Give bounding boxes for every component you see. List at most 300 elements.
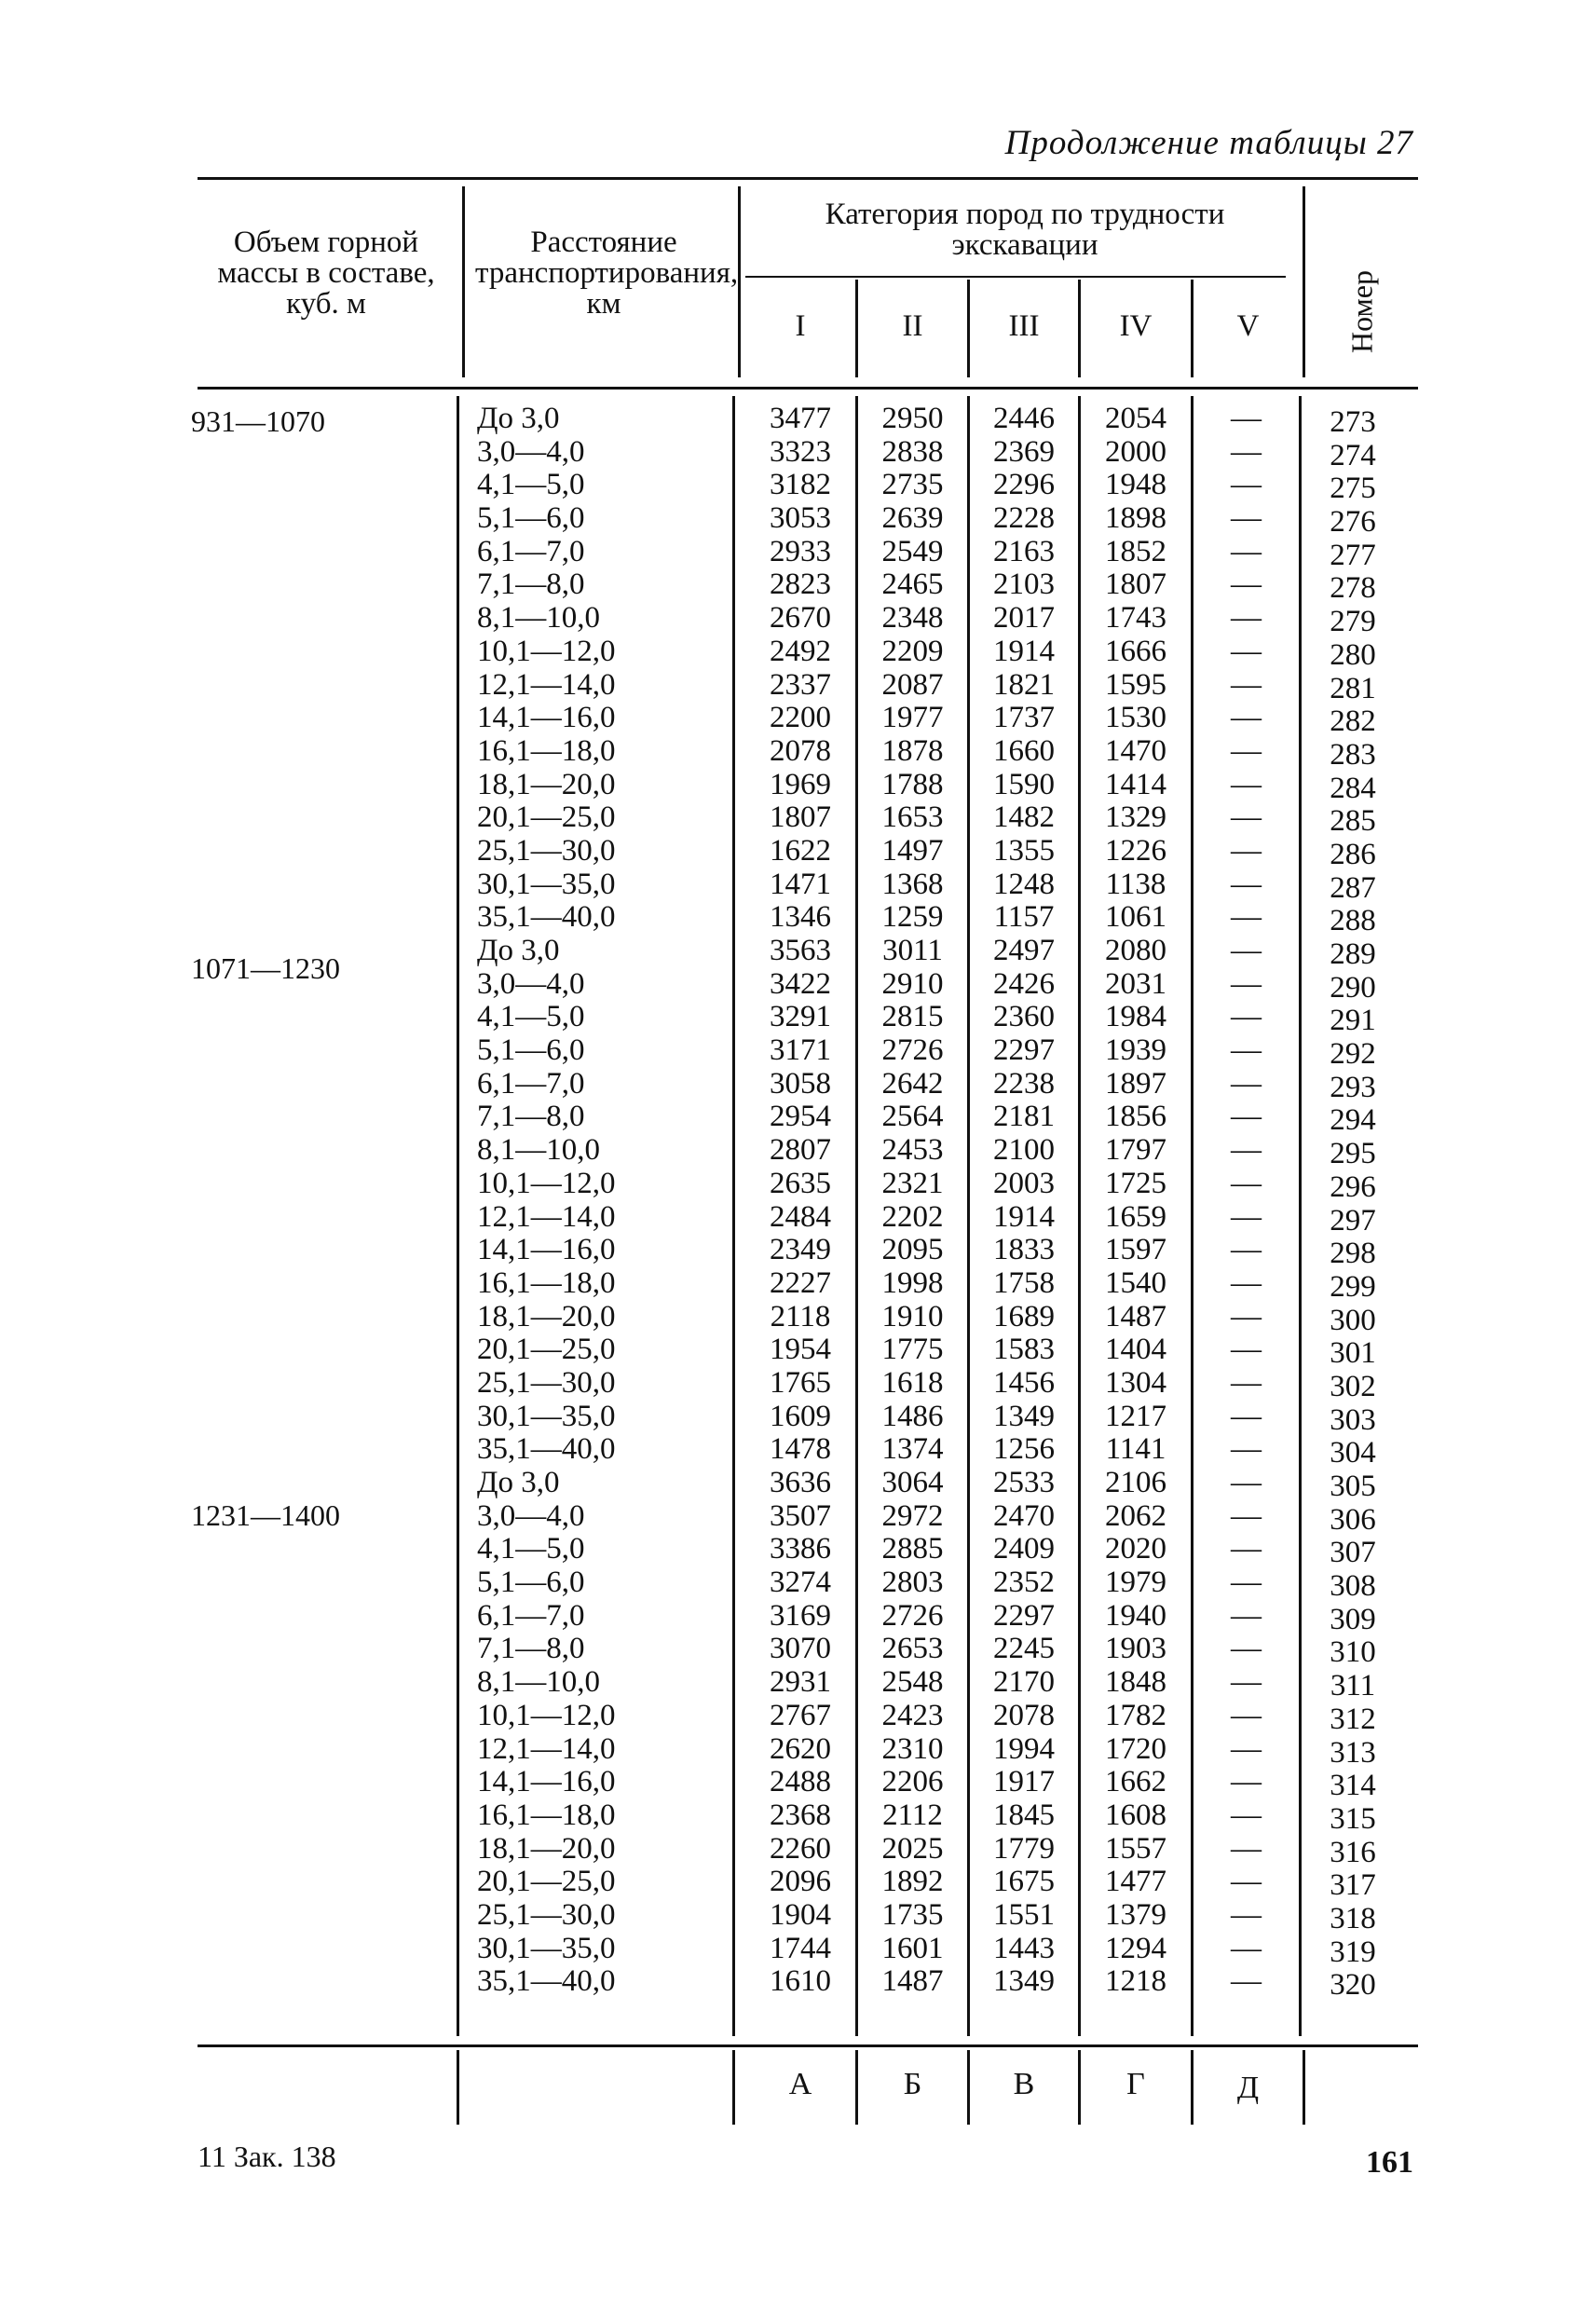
value-cell: 2807 — [770, 1133, 831, 1168]
value-cell: 2533 — [993, 1466, 1055, 1499]
distance-cell: 14,1—16,0 — [477, 1233, 616, 1267]
distance-cell: 30,1—35,0 — [477, 867, 616, 901]
distance-cell: 8,1—10,0 — [477, 1133, 600, 1168]
value-cell: 2726 — [881, 1598, 944, 1633]
value-cell: 2096 — [770, 1865, 831, 1899]
value-cell: 2933 — [770, 534, 831, 568]
category-underline — [745, 276, 1286, 278]
value-cell: 2564 — [881, 1100, 944, 1134]
header-cat-4: IV — [1119, 309, 1153, 343]
row-number-cell: 312 — [1330, 1702, 1376, 1736]
value-cell: 2823 — [770, 567, 831, 602]
group-volume-label: 1071—1230 — [191, 951, 340, 985]
value-cell: — — [1231, 1698, 1262, 1732]
value-cell: 2200 — [770, 701, 831, 735]
value-cell: 2003 — [993, 1166, 1055, 1200]
value-cell: — — [1231, 1432, 1262, 1467]
value-cell: 2170 — [993, 1665, 1055, 1700]
row-number-cell: 300 — [1330, 1303, 1376, 1337]
value-cell: 2352 — [993, 1566, 1055, 1600]
value-cell: 1758 — [993, 1265, 1055, 1300]
value-cell: 2349 — [770, 1233, 831, 1267]
value-cell: 1608 — [1105, 1798, 1166, 1832]
row-number-cell: 309 — [1330, 1602, 1376, 1636]
distance-cell: 6,1—7,0 — [477, 1598, 585, 1633]
value-cell: 1256 — [993, 1432, 1055, 1467]
value-cell: 2954 — [770, 1100, 831, 1134]
distance-cell: 7,1—8,0 — [477, 1632, 585, 1666]
value-cell: 1904 — [770, 1897, 831, 1932]
value-cell: — — [1231, 501, 1262, 536]
row-number-cell: 281 — [1330, 671, 1376, 705]
value-cell: 1979 — [1105, 1566, 1166, 1600]
value-cell: 2297 — [993, 1033, 1055, 1068]
value-cell: 1782 — [1105, 1698, 1166, 1732]
value-cell: 2492 — [770, 634, 831, 668]
cat-4-column — [1081, 403, 1191, 1999]
value-cell: 1540 — [1105, 1265, 1166, 1300]
value-cell: 1788 — [881, 767, 944, 801]
distance-cell: 6,1—7,0 — [477, 534, 585, 568]
value-cell: — — [1231, 1498, 1262, 1533]
header-cat-2: II — [902, 309, 923, 343]
value-cell: — — [1231, 1466, 1262, 1499]
row-number-cell: 296 — [1330, 1169, 1376, 1204]
value-cell: 2209 — [881, 634, 944, 668]
value-cell: 1856 — [1105, 1100, 1166, 1134]
row-number-cell: 295 — [1330, 1137, 1376, 1171]
value-cell: 1622 — [770, 833, 831, 868]
distance-cell: 4,1—5,0 — [477, 1532, 585, 1566]
value-cell: — — [1231, 667, 1262, 702]
header-divider — [462, 186, 465, 377]
value-cell: — — [1231, 1831, 1262, 1866]
distance-cell: 7,1—8,0 — [477, 1100, 585, 1134]
value-cell: 1486 — [881, 1399, 944, 1433]
value-cell: 1218 — [1105, 1964, 1166, 1999]
row-number-cell: 318 — [1330, 1901, 1376, 1935]
row-number-cell: 298 — [1330, 1237, 1376, 1271]
top-rule — [198, 177, 1418, 180]
value-cell: 3058 — [770, 1066, 831, 1101]
value-cell: 2369 — [993, 434, 1055, 469]
value-cell: 1948 — [1105, 468, 1166, 502]
row-number-cell: 293 — [1330, 1070, 1376, 1104]
distance-cell: До 3,0 — [477, 402, 560, 435]
value-cell: 2426 — [993, 966, 1055, 1001]
distance-cell: 5,1—6,0 — [477, 501, 585, 536]
value-cell: 2972 — [881, 1498, 944, 1533]
value-cell: — — [1231, 733, 1262, 768]
row-number-cell: 304 — [1330, 1436, 1376, 1470]
value-cell: 1443 — [993, 1931, 1055, 1965]
value-cell: 2423 — [881, 1698, 944, 1732]
distance-cell: 14,1—16,0 — [477, 701, 616, 735]
value-cell: 2453 — [881, 1133, 944, 1168]
distance-cell: 18,1—20,0 — [477, 1299, 616, 1333]
value-cell: — — [1231, 1399, 1262, 1433]
group-volume-label: 931—1070 — [191, 404, 325, 438]
value-cell: 1530 — [1105, 701, 1166, 735]
distance-cell: 8,1—10,0 — [477, 601, 600, 636]
row-number-cell: 319 — [1330, 1935, 1376, 1969]
value-cell: 1379 — [1105, 1897, 1166, 1932]
value-cell: 1998 — [881, 1265, 944, 1300]
value-cell: 2054 — [1105, 402, 1166, 435]
distance-cell: 30,1—35,0 — [477, 1931, 616, 1965]
value-cell: — — [1231, 1897, 1262, 1932]
value-cell: 2653 — [881, 1632, 944, 1666]
distance-cell: 25,1—30,0 — [477, 1365, 616, 1400]
distance-cell: 35,1—40,0 — [477, 1964, 616, 1999]
value-cell: 1969 — [770, 767, 831, 801]
value-cell: 1675 — [993, 1865, 1055, 1899]
row-number-cell: 275 — [1330, 472, 1376, 506]
value-cell: 2548 — [881, 1665, 944, 1700]
distance-cell: 30,1—35,0 — [477, 1399, 616, 1433]
value-cell: 1662 — [1105, 1765, 1166, 1799]
value-cell: — — [1231, 1532, 1262, 1566]
table-bottom-rule — [198, 2044, 1418, 2047]
value-cell: — — [1231, 800, 1262, 835]
value-cell: 1138 — [1105, 867, 1166, 901]
value-cell: 3169 — [770, 1598, 831, 1633]
row-number-cell: 279 — [1330, 605, 1376, 639]
value-cell: 3070 — [770, 1632, 831, 1666]
value-cell: 1666 — [1105, 634, 1166, 668]
value-cell: 1821 — [993, 667, 1055, 702]
value-cell: 1141 — [1105, 1432, 1166, 1467]
value-cell: 2670 — [770, 601, 831, 636]
value-cell: — — [1231, 1333, 1262, 1367]
value-cell: — — [1231, 1365, 1262, 1400]
row-number-cell: 306 — [1330, 1502, 1376, 1537]
value-cell: 2348 — [881, 601, 944, 636]
row-number-cell: 278 — [1330, 571, 1376, 606]
value-cell: 1346 — [770, 900, 831, 935]
header-cat-1: I — [795, 309, 806, 343]
value-cell: — — [1231, 1233, 1262, 1267]
distance-cell: 3,0—4,0 — [477, 434, 585, 469]
value-cell: 2106 — [1105, 1466, 1166, 1499]
table-caption: Продолжение таблицы 27 — [1004, 124, 1413, 162]
value-cell: 1618 — [881, 1365, 944, 1400]
body-divider — [457, 396, 459, 2036]
value-cell: 2080 — [1105, 934, 1166, 967]
value-cell: 1910 — [881, 1299, 944, 1333]
body-divider — [732, 396, 735, 2036]
row-number-cell: 287 — [1330, 870, 1376, 905]
print-order-note: 11 Зак. 138 — [198, 2140, 336, 2173]
row-number-cell: 286 — [1330, 837, 1376, 871]
footer-divider — [732, 2050, 735, 2125]
value-cell: 2885 — [881, 1532, 944, 1566]
value-cell: 1779 — [993, 1831, 1055, 1866]
value-cell: 1601 — [881, 1931, 944, 1965]
row-number-cell: 290 — [1330, 970, 1376, 1005]
cat-1-column — [745, 403, 855, 1999]
value-cell: 3011 — [882, 934, 943, 967]
value-cell: 2639 — [881, 501, 944, 536]
value-cell: 1248 — [993, 867, 1055, 901]
value-cell: 1848 — [1105, 1665, 1166, 1700]
row-number-cell: 289 — [1330, 937, 1376, 971]
row-number-cell: 280 — [1330, 637, 1376, 672]
distance-cell: 25,1—30,0 — [477, 833, 616, 868]
value-cell: 2360 — [993, 1000, 1055, 1034]
value-cell: 2484 — [770, 1199, 831, 1234]
value-cell: 2245 — [993, 1632, 1055, 1666]
row-number-cell: 303 — [1330, 1402, 1376, 1437]
value-cell: 1878 — [881, 733, 944, 768]
value-cell: 3477 — [770, 402, 831, 435]
value-cell: — — [1231, 1566, 1262, 1600]
value-cell: 1157 — [993, 900, 1055, 935]
value-cell: — — [1231, 1265, 1262, 1300]
value-cell: 2078 — [770, 733, 831, 768]
row-number-cell: 305 — [1330, 1470, 1376, 1503]
value-cell: 1940 — [1105, 1598, 1166, 1633]
value-cell: — — [1231, 867, 1262, 901]
value-cell: 1807 — [770, 800, 831, 835]
value-cell: 1374 — [881, 1432, 944, 1467]
distance-cell: 20,1—25,0 — [477, 800, 616, 835]
value-cell: 2497 — [993, 934, 1055, 967]
value-cell: 3291 — [770, 1000, 831, 1034]
value-cell: — — [1231, 1100, 1262, 1134]
value-cell: 2095 — [881, 1233, 944, 1267]
value-cell: — — [1231, 1798, 1262, 1832]
distance-cell: 16,1—18,0 — [477, 1265, 616, 1300]
value-cell: 1914 — [993, 634, 1055, 668]
value-cell: 2260 — [770, 1831, 831, 1866]
row-number-cell: 299 — [1330, 1269, 1376, 1304]
value-cell: 2726 — [881, 1033, 944, 1068]
header-divider — [1303, 186, 1305, 377]
value-cell: 1329 — [1105, 800, 1166, 835]
value-cell: — — [1231, 1033, 1262, 1068]
value-cell: 2910 — [881, 966, 944, 1001]
value-cell: 2078 — [993, 1698, 1055, 1732]
value-cell: 1595 — [1105, 667, 1166, 702]
header-category: Категория пород по трудности экскавации — [825, 198, 1225, 262]
distance-cell: 12,1—14,0 — [477, 1731, 616, 1766]
row-number-cell: 310 — [1330, 1635, 1376, 1670]
row-number-cell: 320 — [1330, 1968, 1376, 2003]
value-cell: 2118 — [770, 1299, 831, 1333]
value-cell: 1259 — [881, 900, 944, 935]
value-cell: — — [1231, 900, 1262, 935]
value-cell: 1737 — [993, 701, 1055, 735]
value-cell: 2031 — [1105, 966, 1166, 1001]
distance-cell: До 3,0 — [477, 934, 560, 967]
distance-cell: 18,1—20,0 — [477, 1831, 616, 1866]
value-cell: 1903 — [1105, 1632, 1166, 1666]
value-cell: 1477 — [1105, 1865, 1166, 1899]
value-cell: — — [1231, 434, 1262, 469]
value-cell: 2017 — [993, 601, 1055, 636]
value-cell: 1471 — [770, 867, 831, 901]
row-number-cell: 282 — [1330, 704, 1376, 739]
row-number-cell: 317 — [1330, 1868, 1376, 1903]
value-cell: 1482 — [993, 800, 1055, 835]
value-cell: 1725 — [1105, 1166, 1166, 1200]
value-cell: 1349 — [993, 1399, 1055, 1433]
value-cell: 1984 — [1105, 1000, 1166, 1034]
value-cell: 1404 — [1105, 1333, 1166, 1367]
value-cell: 1892 — [881, 1865, 944, 1899]
value-cell: 1487 — [881, 1964, 944, 1999]
value-cell: — — [1231, 534, 1262, 568]
value-cell: 1744 — [770, 1931, 831, 1965]
value-cell: 1689 — [993, 1299, 1055, 1333]
value-cell: 3636 — [770, 1466, 831, 1499]
value-cell: 2238 — [993, 1066, 1055, 1101]
row-number-cell: 301 — [1330, 1336, 1376, 1371]
value-cell: — — [1231, 567, 1262, 602]
value-cell: — — [1231, 601, 1262, 636]
row-number-cell: 297 — [1330, 1203, 1376, 1238]
distance-cell: 10,1—12,0 — [477, 634, 616, 668]
value-cell: 2488 — [770, 1765, 831, 1799]
value-cell: 2409 — [993, 1532, 1055, 1566]
value-cell: 2228 — [993, 501, 1055, 536]
value-cell: 3507 — [770, 1498, 831, 1533]
value-cell: 2620 — [770, 1731, 831, 1766]
row-number-cell: 314 — [1330, 1769, 1376, 1803]
footer-letter-g: Г — [1126, 2067, 1145, 2101]
distance-cell: 20,1—25,0 — [477, 1865, 616, 1899]
value-cell: 2465 — [881, 567, 944, 602]
distance-cell: 16,1—18,0 — [477, 1798, 616, 1832]
value-cell: 1954 — [770, 1333, 831, 1367]
value-cell: 1368 — [881, 867, 944, 901]
value-cell: 2337 — [770, 667, 831, 702]
value-cell: 3323 — [770, 434, 831, 469]
value-cell: 2297 — [993, 1598, 1055, 1633]
value-cell: 2296 — [993, 468, 1055, 502]
value-cell: — — [1231, 1731, 1262, 1766]
value-cell: 2368 — [770, 1798, 831, 1832]
value-cell: 1478 — [770, 1432, 831, 1467]
value-cell: 1487 — [1105, 1299, 1166, 1333]
value-cell: — — [1231, 1964, 1262, 1999]
distance-cell: 5,1—6,0 — [477, 1033, 585, 1068]
value-cell: — — [1231, 767, 1262, 801]
value-cell: 1897 — [1105, 1066, 1166, 1101]
value-cell: 1765 — [770, 1365, 831, 1400]
row-number-cell: 276 — [1330, 505, 1376, 540]
header-distance: Расстояние транспортирования, км — [475, 226, 739, 321]
value-cell: — — [1231, 1865, 1262, 1899]
value-cell: 1914 — [993, 1199, 1055, 1234]
value-cell: 2767 — [770, 1698, 831, 1732]
row-number-cell: 307 — [1330, 1536, 1376, 1570]
distance-cell: 6,1—7,0 — [477, 1066, 585, 1101]
value-cell: — — [1231, 1066, 1262, 1101]
value-cell: 2181 — [993, 1100, 1055, 1134]
distance-cell: 12,1—14,0 — [477, 667, 616, 702]
header-cat-5: V — [1236, 309, 1260, 343]
distance-cell: 35,1—40,0 — [477, 900, 616, 935]
value-cell: 3563 — [770, 934, 831, 967]
value-cell: — — [1231, 701, 1262, 735]
value-cell: 2112 — [882, 1798, 943, 1832]
distance-cell: До 3,0 — [477, 1466, 560, 1499]
header-bottom-rule — [198, 387, 1418, 390]
cat-3-column — [970, 403, 1078, 1999]
footer-divider — [1303, 2050, 1305, 2125]
value-cell: 2803 — [881, 1566, 944, 1600]
row-number-cell: 284 — [1330, 771, 1376, 805]
value-cell: — — [1231, 402, 1262, 435]
value-cell: 1659 — [1105, 1199, 1166, 1234]
value-cell: 2100 — [993, 1133, 1055, 1168]
value-cell: 2020 — [1105, 1532, 1166, 1566]
value-cell: 2062 — [1105, 1498, 1166, 1533]
value-cell: 1217 — [1105, 1399, 1166, 1433]
value-cell: — — [1231, 1931, 1262, 1965]
value-cell: 1226 — [1105, 833, 1166, 868]
row-number-cell: 316 — [1330, 1835, 1376, 1869]
distance-cell: 5,1—6,0 — [477, 1566, 585, 1600]
row-number-cell: 302 — [1330, 1369, 1376, 1403]
value-cell: 1610 — [770, 1964, 831, 1999]
distance-cell: 14,1—16,0 — [477, 1765, 616, 1799]
distance-cell: 8,1—10,0 — [477, 1665, 600, 1700]
header-volume: Объем горной массы в составе, куб. м — [217, 226, 435, 321]
distance-cell: 16,1—18,0 — [477, 733, 616, 768]
value-cell: — — [1231, 966, 1262, 1001]
value-cell: 2087 — [881, 667, 944, 702]
value-cell: 1414 — [1105, 767, 1166, 801]
value-cell: 1898 — [1105, 501, 1166, 536]
value-cell: 2202 — [881, 1199, 944, 1234]
header-divider — [738, 186, 741, 377]
distance-cell: 4,1—5,0 — [477, 468, 585, 502]
row-number-cell: 311 — [1330, 1669, 1376, 1703]
cat-2-column — [858, 403, 967, 1999]
distance-cell: 7,1—8,0 — [477, 567, 585, 602]
value-cell: 2642 — [881, 1066, 944, 1101]
value-cell: 2206 — [881, 1765, 944, 1799]
value-cell: 2227 — [770, 1265, 831, 1300]
value-cell: 1355 — [993, 833, 1055, 868]
group-volume-label: 1231—1400 — [191, 1498, 340, 1532]
row-number-cell: 315 — [1330, 1801, 1376, 1836]
row-number-cell: 288 — [1330, 904, 1376, 938]
value-cell: — — [1231, 934, 1262, 967]
distance-cell: 20,1—25,0 — [477, 1333, 616, 1367]
row-number-cell: 277 — [1330, 538, 1376, 572]
value-cell: 2163 — [993, 534, 1055, 568]
header-cat-3: III — [1008, 309, 1040, 343]
value-cell: — — [1231, 634, 1262, 668]
value-cell: 3171 — [770, 1033, 831, 1068]
value-cell: 2025 — [881, 1831, 944, 1866]
value-cell: 2931 — [770, 1665, 831, 1700]
value-cell: 1994 — [993, 1731, 1055, 1766]
value-cell: — — [1231, 1133, 1262, 1168]
value-cell: 1807 — [1105, 567, 1166, 602]
value-cell: 1294 — [1105, 1931, 1166, 1965]
value-cell: 1660 — [993, 733, 1055, 768]
distance-cell: 4,1—5,0 — [477, 1000, 585, 1034]
value-cell: 1609 — [770, 1399, 831, 1433]
footer-letter-a: А — [788, 2067, 812, 2101]
row-number-cell: 313 — [1330, 1735, 1376, 1770]
distance-cell: 35,1—40,0 — [477, 1432, 616, 1467]
